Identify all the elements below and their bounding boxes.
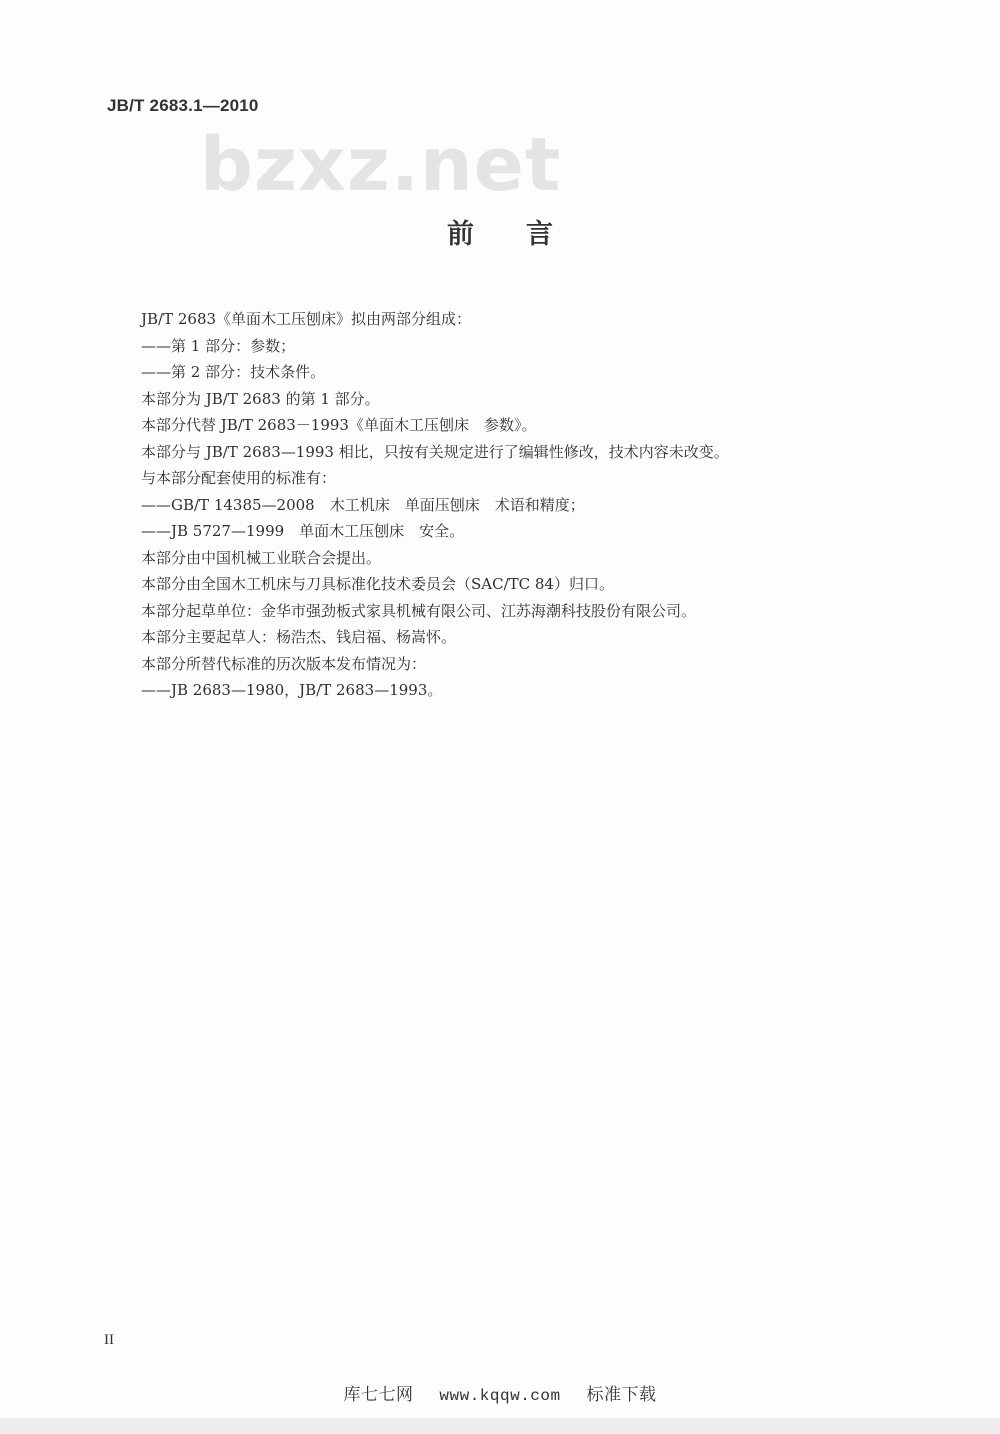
body-line: ——JB 2683—1980，JB/T 2683—1993。: [141, 681, 443, 699]
foreword-body: [141, 306, 881, 704]
body-line: ——JB 5727—1999 单面木工压刨床 安全。: [141, 522, 465, 540]
footer-url[interactable]: www.kqqw.com: [439, 1387, 561, 1405]
body-line: 与本部分配套使用的标准有：: [141, 469, 337, 487]
body-line: 本部分由中国机械工业联合会提出。: [141, 548, 382, 567]
page-title: 前言: [447, 219, 605, 250]
footer-tagline: 标准下载: [586, 1385, 657, 1405]
body-line: 本部分起草单位：金华市强劲板式家具机械有限公司、江苏海潮科技股份有限公司。: [141, 601, 697, 620]
page-number: II: [104, 1332, 114, 1348]
body-line: ——第 1 部分：参数；: [141, 336, 296, 355]
document-code: JB/T 2683.1—2010: [107, 96, 259, 115]
body-line: 本部分主要起草人：杨浩杰、钱启福、杨嵩怀。: [141, 628, 457, 646]
body-line: ——GB/T 14385—2008 木工机床 单面压刨床 术语和精度；: [141, 495, 585, 514]
watermark-logo: bzxz.net: [200, 122, 562, 208]
body-line: ——第 2 部分：技术条件。: [141, 363, 326, 381]
footer-site-name: 库七七网: [343, 1385, 414, 1405]
body-line: 本部分代替 JB/T 2683－1993《单面木工压刨床 参数》。: [141, 416, 537, 434]
body-line: JB/T 2683《单面木工压刨床》拟由两部分组成：: [141, 310, 472, 328]
body-line: 本部分与 JB/T 2683—1993 相比，只按有关规定进行了编辑性修改，技术内容未改变。: [141, 442, 729, 461]
body-line: 本部分为 JB/T 2683 的第 1 部分。: [141, 389, 380, 408]
body-line: 本部分由全国木工机床与刀具标准化技术委员会（SAC/TC 84）归口。: [141, 575, 614, 593]
body-line: 本部分所替代标准的历次版本发布情况为：: [141, 654, 427, 673]
footer: [0, 1380, 1000, 1405]
bottom-bar: [0, 1418, 1000, 1434]
